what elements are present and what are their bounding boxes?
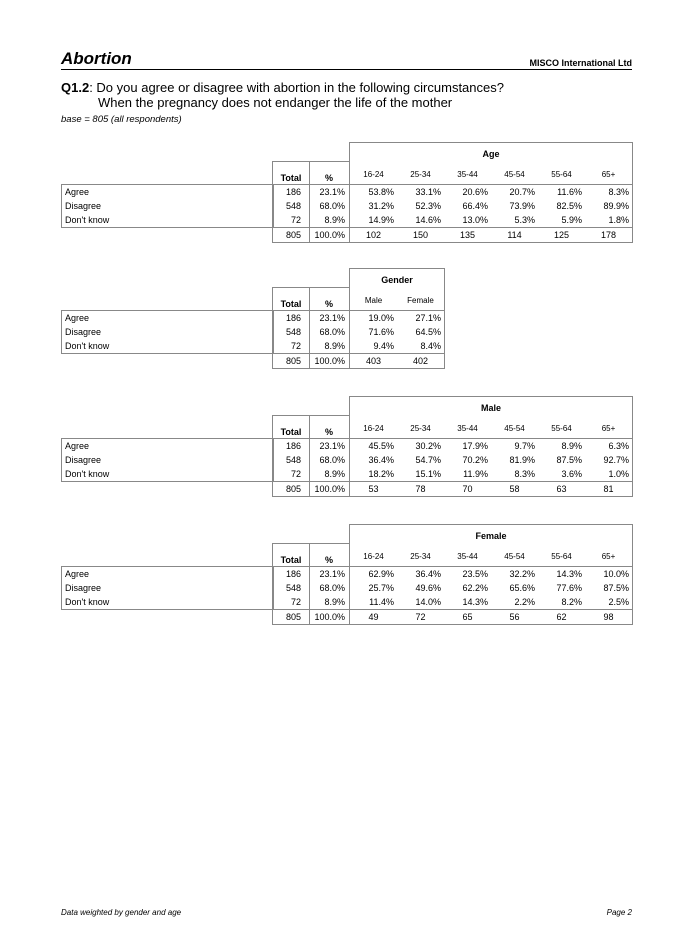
base-cell: 178	[600, 230, 617, 240]
column-header: 16-24	[363, 170, 384, 179]
row-label: Don't know	[65, 215, 110, 225]
table-cell: 14.6%	[415, 215, 441, 225]
footer-note: Data weighted by gender and age	[61, 908, 182, 917]
row-label: Disagree	[65, 327, 102, 337]
table-cell: 11.4%	[369, 597, 394, 607]
group-title: Female	[475, 531, 507, 541]
pct-value: 23.1%	[319, 313, 345, 323]
total-row	[273, 199, 349, 213]
table-cell: 45.5%	[368, 441, 394, 451]
table-cell: 8.9%	[561, 441, 582, 451]
column-header: 55-64	[551, 424, 572, 433]
table-row	[350, 199, 632, 213]
total-value: 548	[285, 327, 301, 337]
row-labels	[61, 566, 274, 610]
page-title: Abortion	[61, 49, 132, 68]
column-header: 55-64	[551, 170, 572, 179]
row-label: Disagree	[65, 455, 102, 465]
group-values	[349, 310, 445, 354]
total-value: 186	[285, 187, 301, 197]
table-cell: 70.2%	[462, 455, 488, 465]
base-total-row	[272, 228, 350, 243]
table-cell: 11.9%	[463, 469, 488, 479]
row-label: Don't know	[65, 597, 110, 607]
pct-header: %	[324, 427, 333, 437]
table-cell: 2.5%	[608, 597, 629, 607]
column-header: 55-64	[551, 552, 572, 561]
base-row	[349, 228, 633, 243]
table-cell: 32.2%	[509, 569, 535, 579]
column-header: 35-44	[457, 552, 478, 561]
total-row	[273, 339, 349, 353]
table-cell: 92.7%	[603, 455, 629, 465]
base-cell: 150	[412, 230, 429, 240]
base-cell: 78	[415, 484, 426, 494]
table-cell: 9.4%	[373, 341, 394, 351]
base-cell: 125	[553, 230, 570, 240]
row-label: Disagree	[65, 583, 102, 593]
base-cell: 56	[509, 612, 520, 622]
base-cell: 102	[365, 230, 382, 240]
total-value: 186	[285, 569, 301, 579]
total-pct-header	[272, 287, 350, 310]
table-row	[350, 213, 632, 227]
table-cell: 87.5%	[603, 583, 629, 593]
table-cell: 30.2%	[415, 441, 441, 451]
column-header: 25-34	[410, 552, 431, 561]
total-value: 72	[290, 341, 301, 351]
total-header: Total	[280, 427, 302, 437]
table-cell: 54.7%	[415, 455, 441, 465]
base-pct: 100.0%	[314, 230, 345, 240]
table-cell: 14.9%	[368, 215, 394, 225]
table-cell: 14.3%	[462, 597, 488, 607]
column-header: 65+	[601, 424, 616, 433]
table-row	[350, 439, 632, 453]
row-label: Don't know	[65, 341, 110, 351]
table-cell: 66.4%	[462, 201, 488, 211]
pct-value: 68.0%	[319, 583, 345, 593]
total-value: 186	[285, 313, 301, 323]
base-total: 805	[285, 356, 301, 366]
row-labels	[61, 184, 274, 228]
base-cell: 63	[556, 484, 567, 494]
base-row	[349, 610, 633, 625]
total-value: 548	[285, 583, 301, 593]
table-cell: 5.3%	[514, 215, 535, 225]
group-values	[349, 184, 633, 228]
company-name: MISCO International Ltd	[529, 58, 632, 68]
table-cell: 3.6%	[561, 469, 582, 479]
pct-header: %	[324, 173, 333, 183]
table-cell: 1.8%	[608, 215, 629, 225]
total-row	[273, 439, 349, 453]
total-header: Total	[280, 299, 302, 309]
base-cell: 62	[556, 612, 567, 622]
column-header: 16-24	[363, 424, 384, 433]
group-header	[349, 142, 633, 184]
header-divider	[61, 69, 632, 70]
total-value: 186	[285, 441, 301, 451]
group-values	[349, 566, 633, 610]
table-cell: 27.1%	[415, 313, 441, 323]
base-cell: 135	[459, 230, 476, 240]
total-row	[273, 325, 349, 339]
pct-header: %	[324, 299, 333, 309]
table-cell: 25.7%	[368, 583, 394, 593]
column-header: 45-54	[504, 424, 525, 433]
column-header: 35-44	[457, 170, 478, 179]
total-pct-header	[272, 161, 350, 184]
table-row	[350, 581, 632, 595]
total-row	[273, 311, 349, 325]
pct-value: 23.1%	[319, 569, 345, 579]
column-header: 45-54	[504, 552, 525, 561]
group-header	[349, 524, 633, 566]
table-row	[350, 325, 444, 339]
table-cell: 14.3%	[556, 569, 582, 579]
base-pct: 100.0%	[314, 356, 345, 366]
total-pct-values	[272, 310, 350, 354]
total-value: 548	[285, 201, 301, 211]
base-total: 805	[285, 612, 301, 622]
group-title: Age	[482, 149, 500, 159]
column-header: Male	[364, 296, 383, 305]
total-row	[273, 595, 349, 609]
table-row	[350, 467, 632, 481]
question-number: Q1.2	[61, 80, 90, 95]
table-cell: 62.9%	[368, 569, 394, 579]
table-cell: 52.3%	[415, 201, 441, 211]
row-labels	[61, 310, 274, 354]
row-label: Agree	[65, 187, 90, 197]
pct-value: 8.9%	[324, 341, 345, 351]
base-cell: 98	[603, 612, 614, 622]
table-cell: 71.6%	[368, 327, 394, 337]
base-cell: 72	[415, 612, 426, 622]
base-row	[349, 482, 633, 497]
column-header: 45-54	[504, 170, 525, 179]
table-cell: 11.6%	[557, 187, 582, 197]
pct-value: 23.1%	[319, 441, 345, 451]
column-header: 65+	[601, 552, 616, 561]
table-cell: 14.0%	[415, 597, 441, 607]
table-row	[350, 339, 444, 353]
base-cell: 65	[462, 612, 473, 622]
total-pct-header	[272, 415, 350, 438]
row-labels	[61, 438, 274, 482]
column-header: Female	[407, 296, 434, 305]
table-cell: 62.2%	[462, 583, 488, 593]
table-row	[350, 311, 444, 325]
base-pct: 100.0%	[314, 484, 345, 494]
base-cell: 70	[462, 484, 473, 494]
table-cell: 1.0%	[608, 469, 629, 479]
base-cell: 114	[507, 230, 522, 240]
base-pct: 100.0%	[314, 612, 345, 622]
column-header: 25-34	[410, 170, 431, 179]
table-cell: 8.2%	[561, 597, 582, 607]
total-value: 72	[290, 469, 301, 479]
base-row	[349, 354, 445, 369]
table-row	[350, 185, 632, 199]
column-header: 35-44	[457, 424, 478, 433]
total-row	[273, 213, 349, 227]
table-cell: 13.0%	[462, 215, 488, 225]
total-header: Total	[280, 555, 302, 565]
table-cell: 31.2%	[368, 201, 394, 211]
column-header: 65+	[601, 170, 616, 179]
base-total-row	[272, 354, 350, 369]
table-cell: 87.5%	[556, 455, 582, 465]
pct-value: 8.9%	[324, 597, 345, 607]
group-header	[349, 268, 445, 310]
row-label: Agree	[65, 313, 90, 323]
total-row	[273, 185, 349, 199]
table-cell: 2.2%	[514, 597, 535, 607]
table-cell: 33.1%	[415, 187, 441, 197]
table-cell: 20.7%	[509, 187, 535, 197]
table-row	[350, 453, 632, 467]
column-header: 16-24	[363, 552, 384, 561]
column-header: 25-34	[410, 424, 431, 433]
table-cell: 8.3%	[608, 187, 629, 197]
total-row	[273, 467, 349, 481]
question-line-1: Do you agree or disagree with abortion in the following circumstances?	[96, 80, 504, 95]
pct-value: 68.0%	[319, 201, 345, 211]
base-total: 805	[285, 230, 301, 240]
table-cell: 36.4%	[368, 455, 394, 465]
base-cell: 81	[603, 484, 614, 494]
table-cell: 8.4%	[420, 341, 441, 351]
table-cell: 18.2%	[368, 469, 394, 479]
table-cell: 8.3%	[514, 469, 535, 479]
base-total-row	[272, 482, 350, 497]
base-cell: 49	[368, 612, 379, 622]
total-value: 72	[290, 215, 301, 225]
pct-value: 68.0%	[319, 327, 345, 337]
total-row	[273, 567, 349, 581]
pct-value: 8.9%	[324, 215, 345, 225]
table-cell: 5.9%	[561, 215, 582, 225]
table-cell: 53.8%	[368, 187, 394, 197]
total-row	[273, 581, 349, 595]
row-label: Disagree	[65, 201, 102, 211]
table-row	[350, 595, 632, 609]
base-cell: 58	[509, 484, 520, 494]
group-values	[349, 438, 633, 482]
table-cell: 77.6%	[556, 583, 582, 593]
row-label: Don't know	[65, 469, 110, 479]
table-cell: 65.6%	[509, 583, 535, 593]
base-cell: 403	[365, 356, 382, 366]
table-cell: 20.6%	[462, 187, 488, 197]
pct-header: %	[324, 555, 333, 565]
row-label: Agree	[65, 569, 90, 579]
table-cell: 15.1%	[415, 469, 441, 479]
question-line-2: When the pregnancy does not endanger the life of the mother	[98, 95, 453, 110]
total-pct-values	[272, 438, 350, 482]
pct-value: 23.1%	[319, 187, 345, 197]
row-label: Agree	[65, 441, 90, 451]
base-total: 805	[285, 484, 301, 494]
table-cell: 73.9%	[509, 201, 535, 211]
table-cell: 81.9%	[509, 455, 535, 465]
table-cell: 10.0%	[603, 569, 629, 579]
pct-value: 8.9%	[324, 469, 345, 479]
table-cell: 19.0%	[368, 313, 394, 323]
table-cell: 89.9%	[603, 201, 629, 211]
total-pct-header	[272, 543, 350, 566]
question-text: Q1.2: Do you agree or disagree with abortion in the following circumstances? When the pregnancy does not endanger the life of the mother	[61, 80, 504, 110]
table-cell: 36.4%	[415, 569, 441, 579]
total-value: 548	[285, 455, 301, 465]
group-header	[349, 396, 633, 438]
base-cell: 53	[368, 484, 379, 494]
total-row	[273, 453, 349, 467]
table-cell: 64.5%	[415, 327, 441, 337]
total-pct-values	[272, 184, 350, 228]
total-header: Total	[280, 173, 302, 183]
base-cell: 402	[412, 356, 429, 366]
total-pct-values	[272, 566, 350, 610]
group-title: Gender	[381, 275, 413, 285]
table-cell: 17.9%	[462, 441, 488, 451]
base-note: base = 805 (all respondents)	[61, 114, 182, 125]
table-cell: 82.5%	[556, 201, 582, 211]
table-row	[350, 567, 632, 581]
table-cell: 23.5%	[462, 569, 488, 579]
group-title: Male	[480, 403, 501, 413]
table-cell: 9.7%	[514, 441, 535, 451]
base-total-row	[272, 610, 350, 625]
page-number: Page 2	[606, 908, 632, 917]
pct-value: 68.0%	[319, 455, 345, 465]
total-value: 72	[290, 597, 301, 607]
table-cell: 6.3%	[608, 441, 629, 451]
table-cell: 49.6%	[415, 583, 441, 593]
